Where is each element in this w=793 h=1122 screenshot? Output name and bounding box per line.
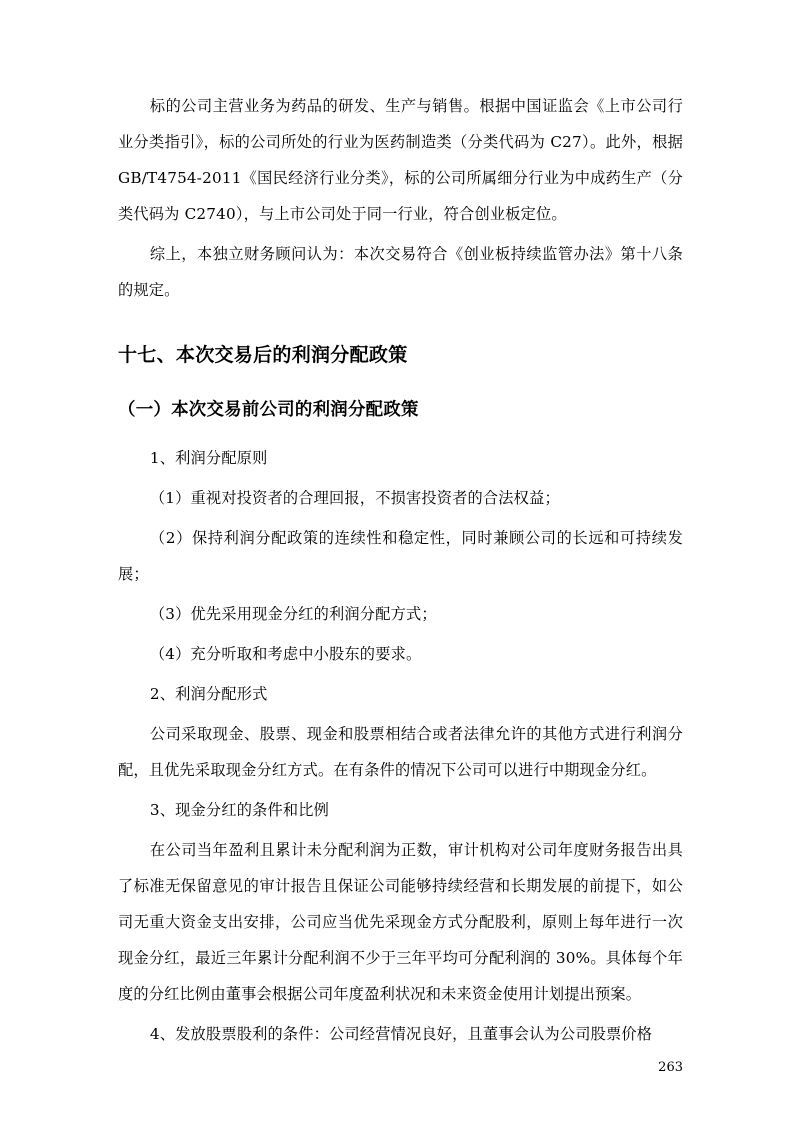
paragraph-item-2-title: 2、利润分配形式	[149, 685, 268, 703]
paragraph-cash-dividend-conditions: 在公司当年盈利且累计未分配利润为正数，审计机构对公司年度财务报告出具了标准无保留意见的审计报告且保证公司能够持续经营和长期发展的前提下，如公司无重大资金支出安排，公司应当优先采现金方式分配股利，原则上每年进行一次现金分红，最近三年累计分配利润不少于三年平均可分配利润的 30%。具体每个年度的分红比例由董事会根据公司年度盈利状况和未来资金使用计划提出预案。	[118, 841, 683, 1003]
heading-section-seventeen: 十七、本次交易后的利润分配政策	[118, 344, 408, 366]
paragraph-principle-1: （1）重视对投资者的合理回报，不损害投资者的合法权益；	[149, 489, 560, 507]
paragraph-industry-classification: 标的公司主营业务为药品的研发、生产与销售。根据中国证监会《上市公司行业分类指引》，标的公司所处的行业为医药制造类（分类代码为 C27）。此外，根据 GB/T4754-2011《国民经济行业分类》，标的公司所属细分行业为中成药生产（分类代码为 C2740），与上市公司处于同一行业，符合创业板定位。	[118, 97, 683, 223]
paragraph-item-3-title: 3、现金分红的条件和比例	[149, 801, 330, 819]
page-number: 263	[658, 1060, 683, 1075]
paragraph-principle-2: （2）保持利润分配政策的连续性和稳定性，同时兼顾公司的长远和可持续发展；	[118, 529, 683, 583]
paragraph-principle-4: （4）充分听取和考虑中小股东的要求。	[149, 645, 422, 663]
paragraph-distribution-forms: 公司采取现金、股票、现金和股票相结合或者法律允许的其他方式进行利润分配，且优先采取现金分红方式。在有条件的情况下公司可以进行中期现金分红。	[118, 725, 683, 779]
paragraph-advisor-conclusion: 综上，本独立财务顾问认为：本次交易符合《创业板持续监管办法》第十八条的规定。	[118, 245, 683, 299]
heading-subsection-one: （一）本次交易前公司的利润分配政策	[118, 400, 419, 420]
paragraph-item-1-title: 1、利润分配原则	[149, 449, 268, 467]
paragraph-item-4-title: 4、发放股票股利的条件：公司经营情况良好，且董事会认为公司股票价格	[149, 1025, 653, 1043]
paragraph-principle-3: （3）优先采用现金分红的利润分配方式；	[149, 605, 437, 623]
